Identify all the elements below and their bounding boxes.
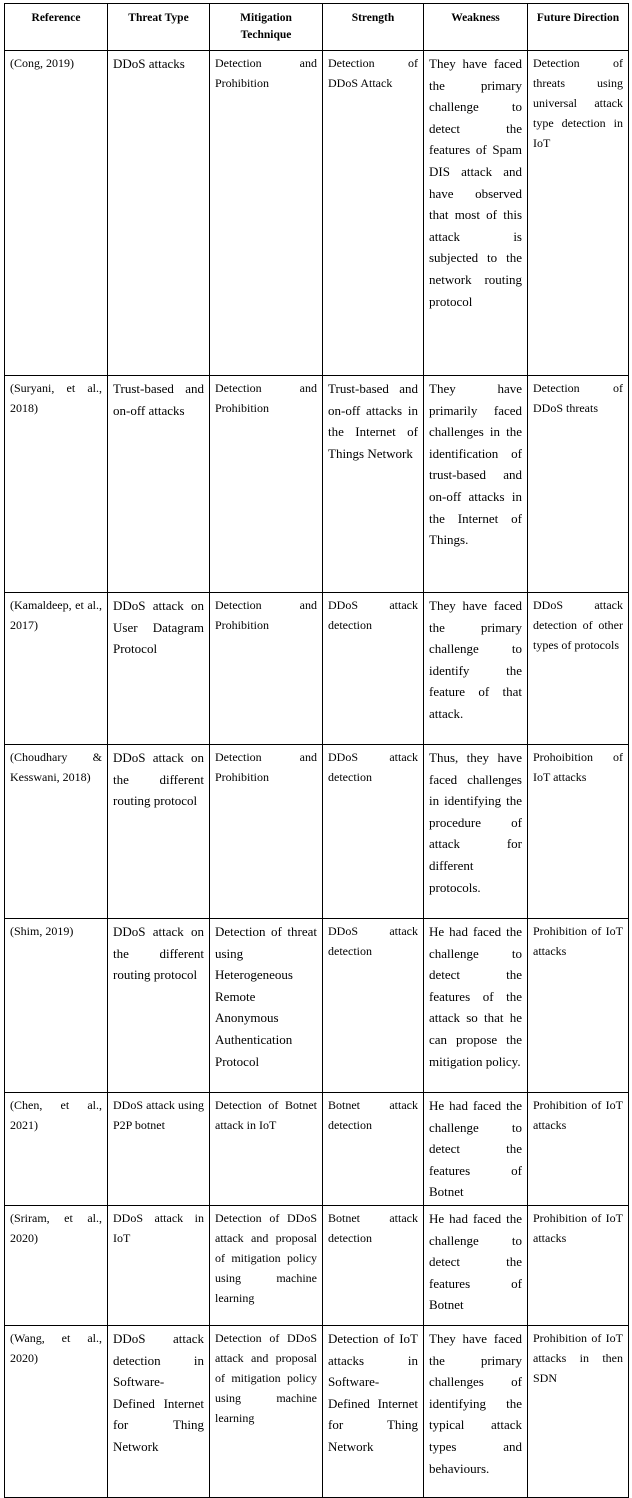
cell-mitigation: Detection of DDoS attack and proposal of mitigation policy using machine learning [210, 1325, 323, 1497]
cell-reference: (Sriram, et al., 2020) [5, 1205, 108, 1325]
header-weakness: Weakness [424, 4, 528, 51]
cell-strength: DDoS attack detection [323, 919, 424, 1093]
cell-future-direction: DDoS attack detection of other types of protocols [528, 593, 629, 745]
cell-reference: (Shim, 2019) [5, 919, 108, 1093]
cell-strength: Botnet attack detection [323, 1205, 424, 1325]
cell-reference: (Kamaldeep, et al., 2017) [5, 593, 108, 745]
cell-weakness: He had faced the challenge to detect the features of Botnet [424, 1205, 528, 1325]
header-reference: Reference [5, 4, 108, 51]
cell-threat-type: Trust-based and on-off attacks [108, 376, 210, 593]
header-future-direction: Future Direction [528, 4, 629, 51]
cell-mitigation: Detection and Prohibition [210, 376, 323, 593]
cell-future-direction: Prohibition of IoT attacks [528, 1093, 629, 1206]
table-row [5, 51, 629, 376]
cell-weakness: He had faced the challenge to detect the features of Botnet [424, 1093, 528, 1206]
cell-strength: Detection of IoT attacks in Software-Defined Internet for Thing Network [323, 1325, 424, 1497]
cell-threat-type: DDoS attack on the different routing protocol [108, 745, 210, 919]
cell-threat-type: DDoS attack detection in Software-Defined Internet for Thing Network [108, 1325, 210, 1497]
table-row [5, 593, 629, 745]
cell-threat-type: DDoS attack in IoT [108, 1205, 210, 1325]
cell-mitigation: Detection and Prohibition [210, 51, 323, 376]
cell-reference: (Cong, 2019) [5, 51, 108, 376]
cell-mitigation: Detection of threat using Heterogeneous Remote Anonymous Authentication Protocol [210, 919, 323, 1093]
cell-future-direction: Prohibition of IoT attacks [528, 1205, 629, 1325]
cell-threat-type: DDoS attack on the different routing protocol [108, 919, 210, 1093]
cell-future-direction: Detection of DDoS threats [528, 376, 629, 593]
cell-future-direction: Prohibition of IoT attacks [528, 919, 629, 1093]
cell-reference: (Choudhary & Kesswani, 2018) [5, 745, 108, 919]
cell-threat-type: DDoS attack using P2P botnet [108, 1093, 210, 1206]
header-row [5, 4, 629, 51]
header-threat-type: Threat Type [108, 4, 210, 51]
table-row [5, 1205, 629, 1325]
cell-mitigation: Detection and Prohibition [210, 593, 323, 745]
cell-weakness: He had faced the challenge to detect the features of the attack so that he can propose the mitigation policy. [424, 919, 528, 1093]
cell-reference: (Suryani, et al., 2018) [5, 376, 108, 593]
cell-mitigation: Detection of DDoS attack and proposal of mitigation policy using machine learning [210, 1205, 323, 1325]
cell-strength: Detection of DDoS Attack [323, 51, 424, 376]
table-row [5, 376, 629, 593]
cell-strength: Botnet attack detection [323, 1093, 424, 1206]
cell-weakness: They have faced the primary challenge to detect the features of Spam DIS attack and have observed that most of this attack is subjected to the network routing protocol [424, 51, 528, 376]
cell-future-direction: Prohoibition of IoT attacks [528, 745, 629, 919]
cell-weakness: Thus, they have faced challenges in identifying the procedure of attack for different protocols. [424, 745, 528, 919]
table-row [5, 1325, 629, 1497]
cell-future-direction: Prohibition of IoT attacks in then SDN [528, 1325, 629, 1497]
cell-mitigation: Detection of Botnet attack in IoT [210, 1093, 323, 1206]
cell-threat-type: DDoS attack on User Datagram Protocol [108, 593, 210, 745]
cell-weakness: They have primarily faced challenges in the identification of trust-based and on-off attacks in the Internet of Things. [424, 376, 528, 593]
header-strength: Strength [323, 4, 424, 51]
cell-future-direction: Detection of threats using universal attack type detection in IoT [528, 51, 629, 376]
cell-reference: (Chen, et al., 2021) [5, 1093, 108, 1206]
literature-review-table [4, 3, 629, 1498]
table-row [5, 745, 629, 919]
cell-strength: DDoS attack detection [323, 745, 424, 919]
cell-weakness: They have faced the primary challenge to identify the feature of that attack. [424, 593, 528, 745]
cell-strength: DDoS attack detection [323, 593, 424, 745]
cell-strength: Trust-based and on-off attacks in the Internet of Things Network [323, 376, 424, 593]
cell-reference: (Wang, et al., 2020) [5, 1325, 108, 1497]
cell-threat-type: DDoS attacks [108, 51, 210, 376]
table-row [5, 919, 629, 1093]
cell-mitigation: Detection and Prohibition [210, 745, 323, 919]
cell-weakness: They have faced the primary challenges of identifying the typical attack types and behaviours. [424, 1325, 528, 1497]
header-mitigation-technique: Mitigation Technique [210, 4, 323, 51]
table-row [5, 1093, 629, 1206]
